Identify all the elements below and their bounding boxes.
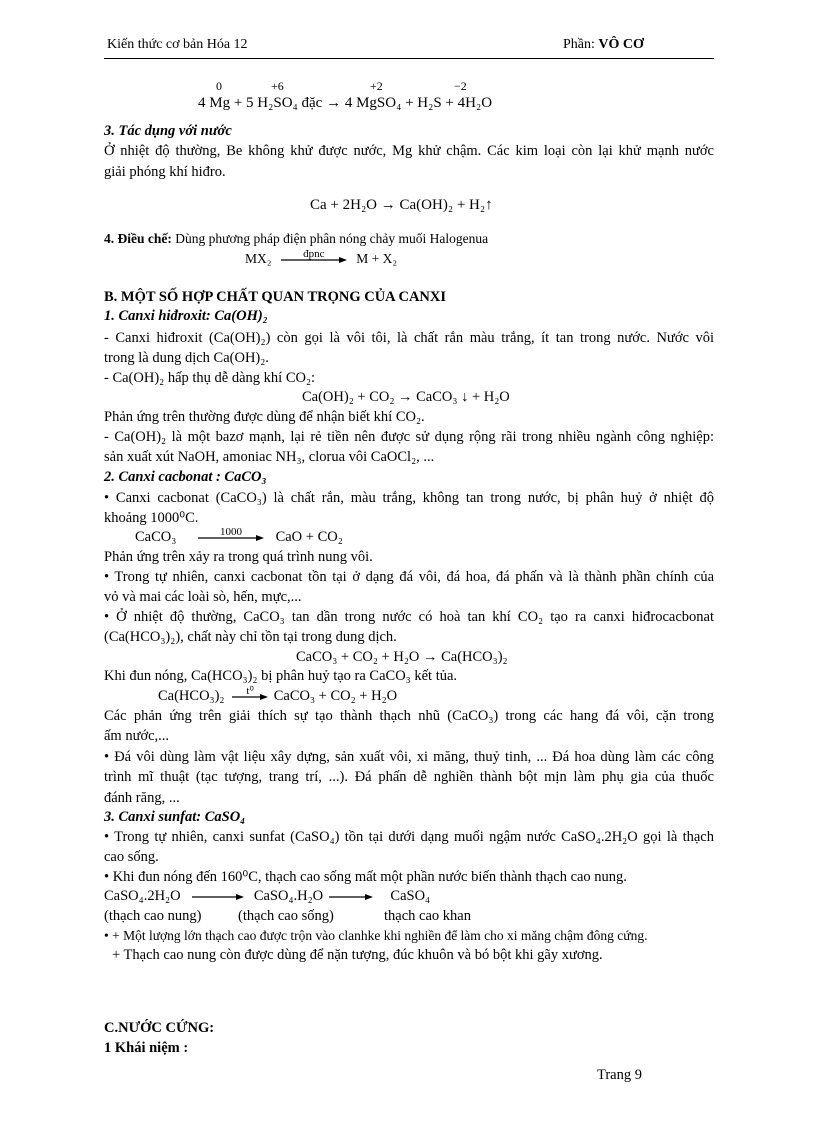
gypsum-label: thạch cao khan (384, 908, 471, 924)
part-title: B. MỘT SỐ HỢP CHẤT QUAN TRỌNG CỦA CANXI (104, 289, 447, 305)
reaction-condition: đpnc (303, 247, 325, 260)
equation-bicarbonate-decomposition: Ca(HCO₃)₂ t⁰ CaCO₃ + CO₂ + H₂O (158, 687, 397, 705)
equation-caoh2-co2: Ca(OH)₂ + CO₂ → CaCO₃ ↓ + H₂O (302, 389, 510, 405)
reaction-arrow (329, 893, 373, 901)
equation-mg-h2so4: 4 Mg + 5 H₂SO₄ đặc → 4 MgSO₄ + H₂S + 4H₂O (198, 95, 493, 111)
paragraph-line: 4. Điều chế: Dùng phương pháp điện phân nóng chảy muối Halogenua (104, 231, 489, 246)
paragraph-line: Khi đun nóng, Ca(HCO₃)₂ bị phân huỷ tạo ra CaCO₃ kết tủa. (104, 668, 458, 684)
paragraph-line: - Canxi hiđroxit (Ca(OH)₂) còn gọi là vôi tôi, là chất rắn màu trắng, ít tan trong nước. Nước vôi (104, 330, 714, 346)
paragraph-line: • Khi đun nóng đến 160⁰C, thạch cao sống mất một phần nước biến thành thạch cao nung. (104, 869, 627, 885)
oxidation-number: 0 (216, 79, 222, 93)
reaction-condition: 1000 (219, 525, 242, 538)
paragraph-line: • Trong tự nhiên, canxi sunfat (CaSO₄) tồn tại dưới dạng muối ngậm nước CaSO₄.2H₂O gọi là thạch (104, 829, 714, 845)
paragraph-line: Phản ứng trên thường được dùng để nhận biết khí CO₂. (104, 409, 425, 425)
paragraph-line: • Đá vôi dùng làm vật liệu xây dựng, sản xuất vôi, xi măng, thuỷ tinh, ... Đá hoa dùng làm các công (104, 749, 714, 765)
oxidation-number: +6 (271, 79, 284, 93)
paragraph-line: • Trong tự nhiên, canxi cacbonat tồn tại ở dạng đá vôi, đá hoa, đá phấn và là thành phần chính của (104, 569, 714, 585)
paragraph-line: vỏ và mai các loài sò, hến, mực,... (104, 589, 302, 605)
paragraph-line: trình mĩ thuật (tạc tượng, trang trí, ...). Đá phấn dễ nghiền thành bột mịn làm phụ gia của thuốc (104, 769, 714, 785)
paragraph-line: Các phản ứng trên giải thích sự tạo thành thạch nhũ (CaCO₃) trong các hang đá vôi, cặn trong (104, 708, 714, 724)
reaction-arrow (281, 247, 347, 264)
reaction-arrow (192, 893, 244, 901)
reaction-arrow (232, 684, 268, 701)
oxidation-number: −2 (454, 79, 467, 93)
header-section: Phần: VÔ CƠ (563, 37, 644, 52)
header-title: Kiến thức cơ bản Hóa 12 (107, 37, 248, 52)
section-title: 3. Tác dụng với nước (104, 123, 232, 139)
paragraph-line: • + Một lượng lớn thạch cao được trộn vào clanhke khi nghiền để làm cho xi măng chậm đông cứng. (104, 928, 648, 943)
gypsum-label: (thạch cao nung) (104, 908, 202, 924)
equation-ca-water: Ca + 2H₂O → Ca(OH)₂ + H₂↑ (310, 197, 493, 213)
section-title: 1. Canxi hiđroxit: Ca(OH)₂ (104, 308, 268, 324)
section-title: 2. Canxi cacbonat : CaCO₃ (104, 469, 267, 485)
gypsum-label: (thạch cao sống) (238, 908, 334, 924)
reaction-arrow (198, 525, 264, 542)
paragraph-line: (Ca(HCO₃)₂), chất này chỉ tồn tại trong dung dịch. (104, 629, 397, 645)
equation-caco3-decomposition: CaCO₃ 1000 CaO + CO₂ (135, 528, 343, 546)
page-number: Trang 9 (597, 1067, 642, 1083)
equation-gypsum: CaSO₄.2H₂O CaSO₄.H₂O CaSO₄ (104, 888, 431, 904)
paragraph-line: + Thạch cao nung còn được dùng để nặn tượng, đúc khuôn và bó bột khi gãy xương. (112, 947, 603, 963)
header-divider (104, 58, 714, 59)
section-title: 4. Điều chế: (104, 231, 172, 246)
paragraph-line: khoảng 1000⁰C. (104, 510, 199, 526)
paragraph-line: đánh răng, ... (104, 790, 180, 806)
paragraph-line: Phản ứng trên xảy ra trong quá trình nung vôi. (104, 549, 373, 565)
oxidation-number: +2 (370, 79, 383, 93)
paragraph-line: • Ở nhiệt độ thường, CaCO₃ tan dần trong nước có hoà tan khí CO₂ tạo ra canxi hiđrocacbonat (104, 609, 714, 625)
paragraph-line: - Ca(OH)₂ là một bazơ mạnh, lại rẻ tiền nên được sử dụng rộng rãi trong nhiều ngành công nghiệp: (104, 429, 714, 445)
section-title: 1 Khái niệm : (104, 1040, 189, 1056)
equation-caco3-dissolution: CaCO₃ + CO₂ + H₂O → Ca(HCO₃)₂ (296, 649, 508, 665)
paragraph-line: giải phóng khí hiđro. (104, 164, 226, 180)
part-title: C.NƯỚC CỨNG: (104, 1020, 215, 1036)
paragraph-line: trong là dung dịch Ca(OH)₂. (104, 350, 269, 366)
paragraph-line: Ở nhiệt độ thường, Be không khử được nước, Mg khử chậm. Các kim loại còn lại khử mạnh nước (104, 143, 714, 159)
reaction-condition: t⁰ (246, 684, 254, 697)
paragraph-line: sản xuất xút NaOH, amoniac NH₃, clorua vôi CaOCl₂, ... (104, 449, 435, 465)
paragraph-line: cao sống. (104, 849, 159, 865)
paragraph-line: - Ca(OH)₂ hấp thụ dễ dàng khí CO₂: (104, 370, 316, 386)
equation-electrolysis: MX₂ đpnc M + X₂ (245, 250, 397, 268)
paragraph-line: • Canxi cacbonat (CaCO₃) là chất rắn, màu trắng, không tan trong nước, bị phân huỷ ở nhiệt độ (104, 490, 714, 506)
section-title: 3. Canxi sunfat: CaSO₄ (104, 809, 246, 825)
paragraph-line: ấm nước,... (104, 728, 170, 744)
